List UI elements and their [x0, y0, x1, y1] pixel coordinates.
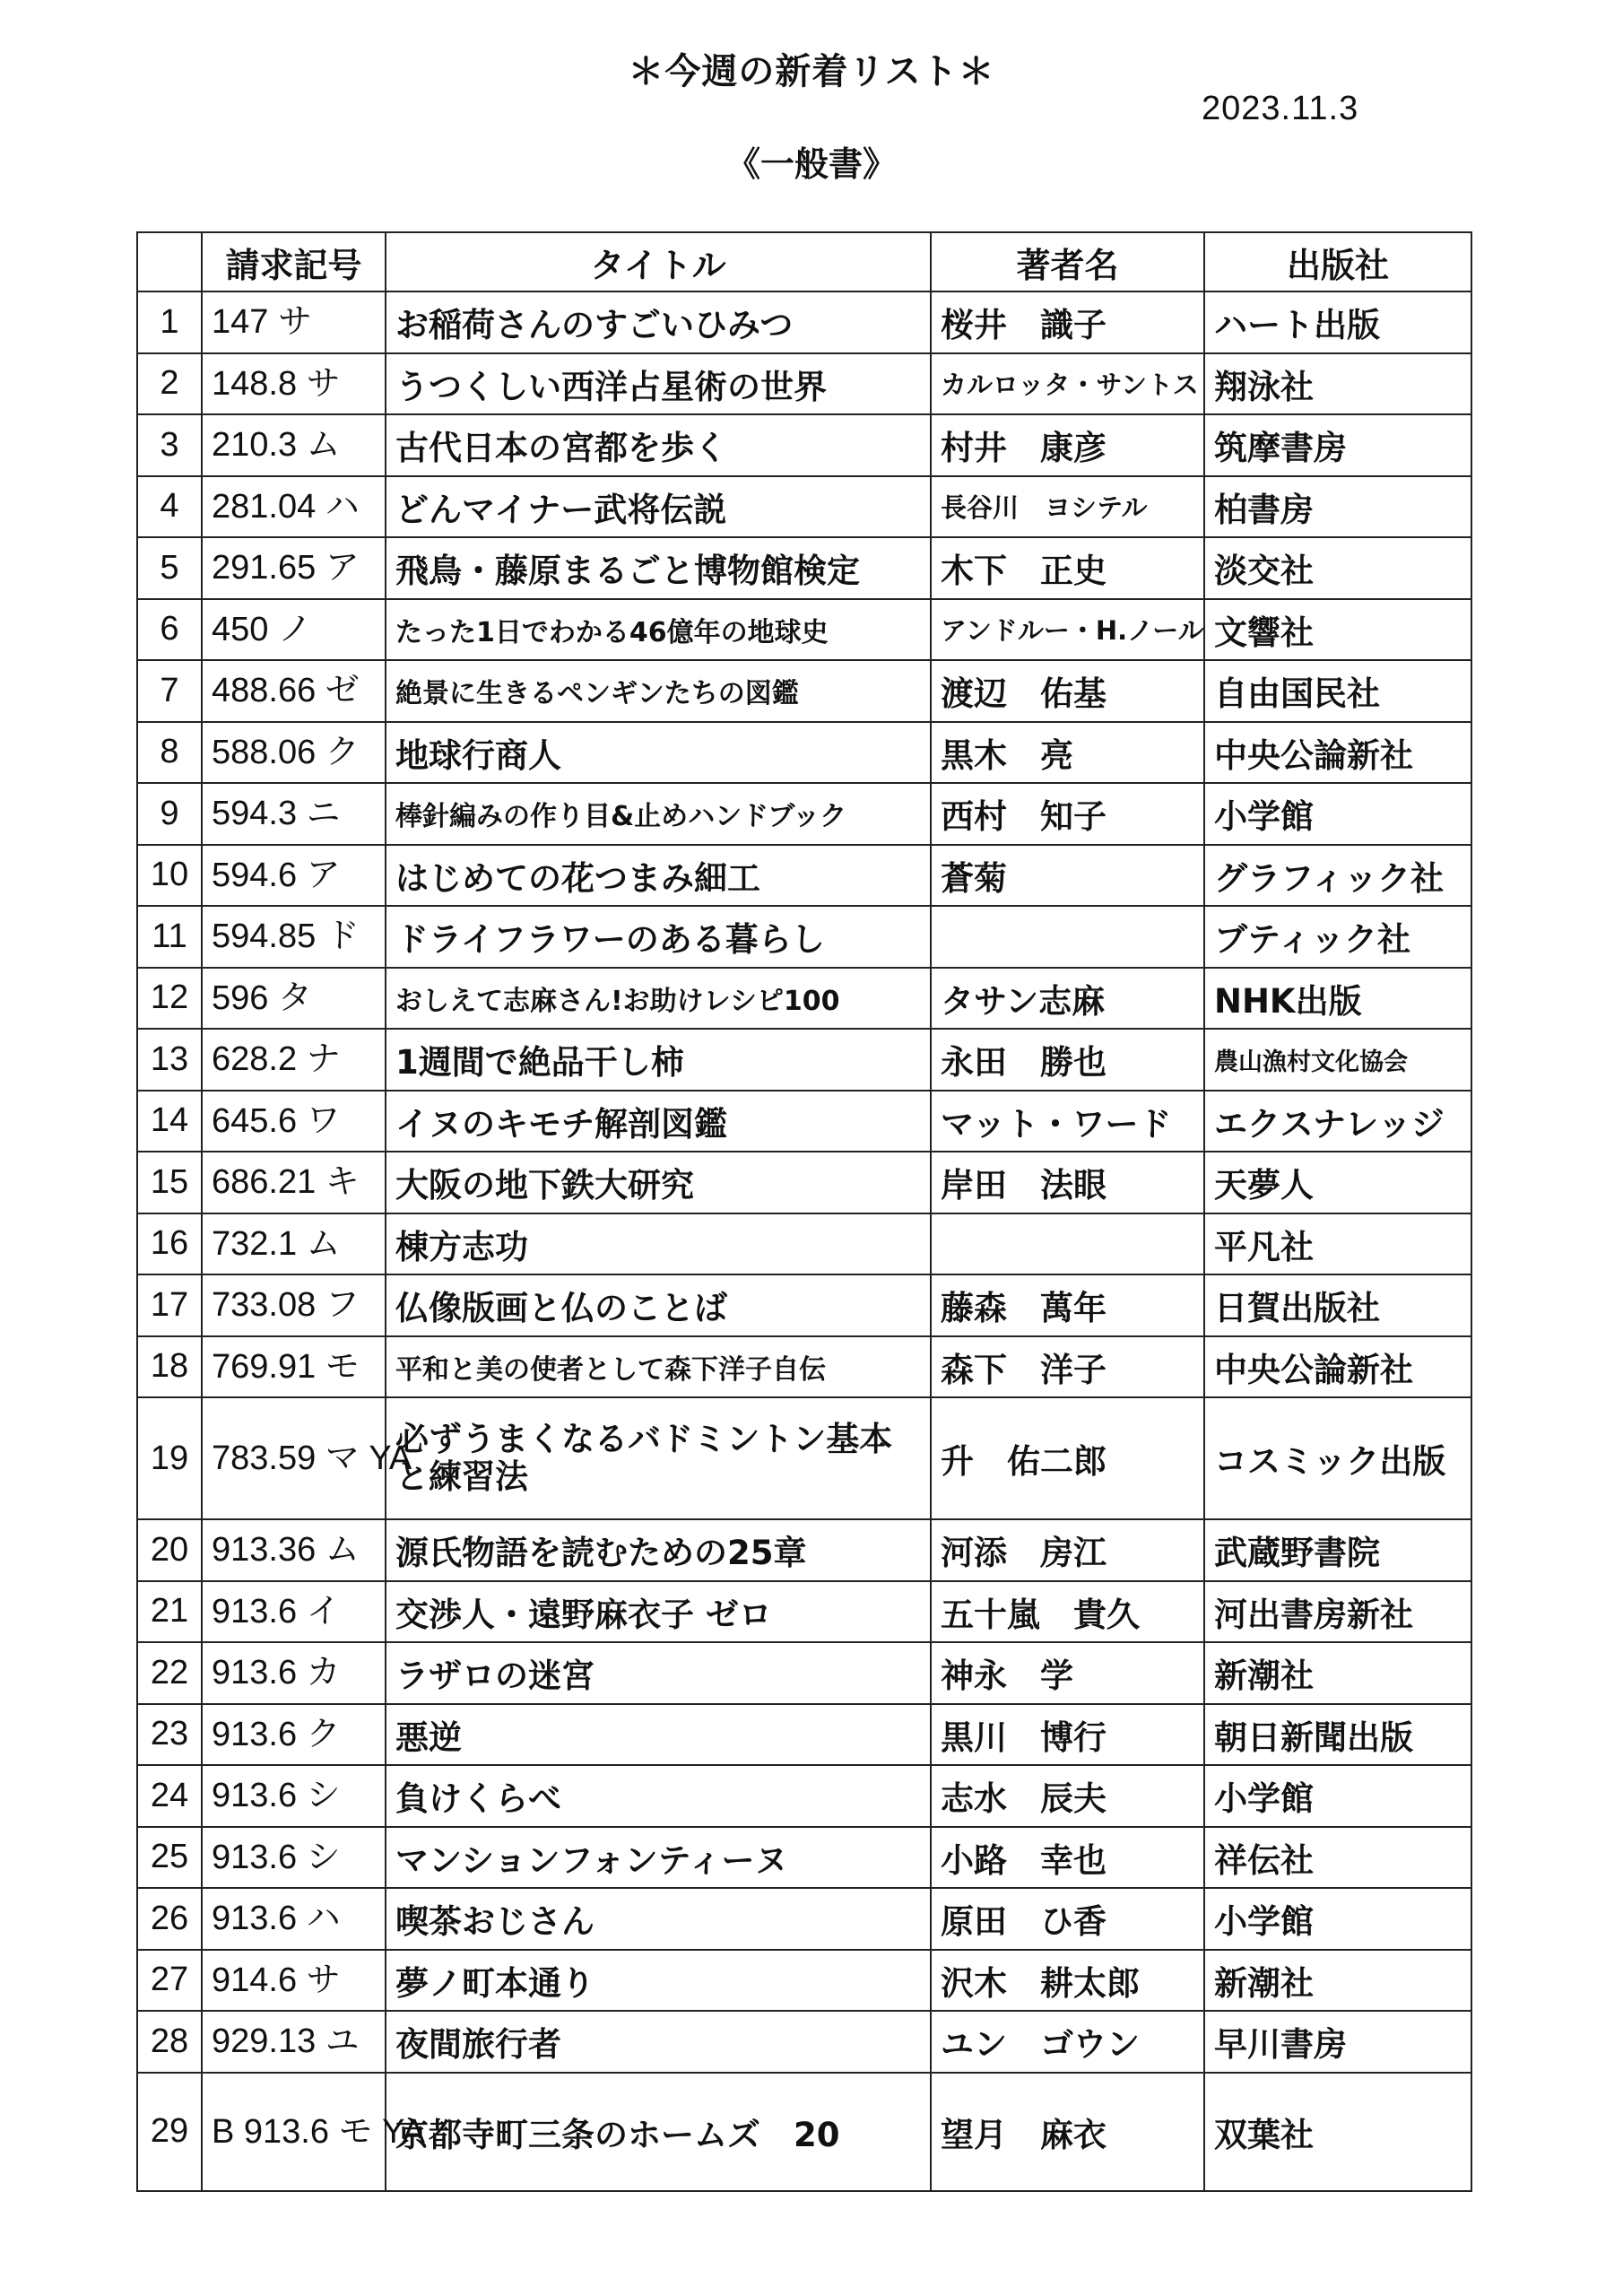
call-number: 783.59 マ YA	[202, 1397, 386, 1519]
book-publisher: 日賀出版社	[1204, 1274, 1471, 1336]
table-row	[137, 1397, 1471, 1519]
column-header-publisher: 出版社	[1204, 232, 1471, 291]
table-row	[137, 1888, 1471, 1950]
book-title: 仏像版画と仏のことば	[386, 1274, 931, 1336]
row-number: 11	[137, 906, 202, 968]
book-author	[931, 906, 1204, 968]
table-row	[137, 1704, 1471, 1766]
column-header-call-number: 請求記号	[202, 232, 386, 291]
call-number: B 913.6 モ YA	[202, 2073, 386, 2191]
table-row	[137, 1519, 1471, 1581]
book-author: 神永 学	[931, 1642, 1204, 1704]
call-number: 769.91 モ	[202, 1336, 386, 1398]
call-number: 913.6 シ	[202, 1765, 386, 1827]
table-row	[137, 2073, 1471, 2191]
call-number: 210.3 ム	[202, 414, 386, 476]
call-number: 645.6 ワ	[202, 1091, 386, 1152]
book-publisher: 新潮社	[1204, 1642, 1471, 1704]
book-title: 夜間旅行者	[386, 2011, 931, 2073]
book-title: 大阪の地下鉄大研究	[386, 1152, 931, 1213]
call-number: 596 タ	[202, 968, 386, 1030]
book-publisher: 自由国民社	[1204, 660, 1471, 722]
call-number: 147 サ	[202, 291, 386, 353]
book-author: 長谷川 ヨシテル	[931, 476, 1204, 538]
table-row	[137, 1029, 1471, 1091]
table-row	[137, 845, 1471, 907]
book-title: ドライフラワーのある暮らし	[386, 906, 931, 968]
row-number: 21	[137, 1581, 202, 1643]
row-number: 23	[137, 1704, 202, 1766]
table-row	[137, 1642, 1471, 1704]
book-title: 交渉人・遠野麻衣子 ゼロ	[386, 1581, 931, 1643]
book-title: うつくしい西洋占星術の世界	[386, 353, 931, 415]
book-publisher: 翔泳社	[1204, 353, 1471, 415]
book-author: 木下 正史	[931, 537, 1204, 599]
call-number: 913.6 イ	[202, 1581, 386, 1643]
new-books-table	[136, 231, 1472, 2192]
row-number: 22	[137, 1642, 202, 1704]
category-heading: 《一般書》	[725, 144, 897, 184]
row-number: 7	[137, 660, 202, 722]
book-title: 棟方志功	[386, 1213, 931, 1275]
row-number: 26	[137, 1888, 202, 1950]
book-author: 河添 房江	[931, 1519, 1204, 1581]
book-title: 棒針編みの作り目&止めハンドブック	[386, 783, 931, 845]
book-publisher: 淡交社	[1204, 537, 1471, 599]
column-header-title: タイトル	[386, 232, 931, 291]
row-number: 9	[137, 783, 202, 845]
book-publisher: 武蔵野書院	[1204, 1519, 1471, 1581]
book-title: 飛鳥・藤原まるごと博物館検定	[386, 537, 931, 599]
table-row	[137, 476, 1471, 538]
book-publisher: 河出書房新社	[1204, 1581, 1471, 1643]
book-publisher: 筑摩書房	[1204, 414, 1471, 476]
table-row	[137, 599, 1471, 661]
book-author: 桜井 識子	[931, 291, 1204, 353]
book-publisher: コスミック出版	[1204, 1397, 1471, 1519]
call-number: 913.36 ム	[202, 1519, 386, 1581]
book-publisher: 双葉社	[1204, 2073, 1471, 2191]
book-author: 西村 知子	[931, 783, 1204, 845]
book-publisher: エクスナレッジ	[1204, 1091, 1471, 1152]
book-title: 京都寺町三条のホームズ 20	[386, 2073, 931, 2191]
book-title: 絶景に生きるペンギンたちの図鑑	[386, 660, 931, 722]
row-number: 17	[137, 1274, 202, 1336]
book-publisher: 中央公論新社	[1204, 1336, 1471, 1398]
book-publisher: 小学館	[1204, 783, 1471, 845]
call-number: 594.3 ニ	[202, 783, 386, 845]
book-author: 黒木 亮	[931, 722, 1204, 784]
call-number: 913.6 カ	[202, 1642, 386, 1704]
book-title: ラザロの迷宮	[386, 1642, 931, 1704]
book-title: 悪逆	[386, 1704, 931, 1766]
call-number: 450 ノ	[202, 599, 386, 661]
book-publisher: 小学館	[1204, 1765, 1471, 1827]
table-header-row	[137, 232, 1471, 291]
row-number: 13	[137, 1029, 202, 1091]
book-title: 1週間で絶品干し柿	[386, 1029, 931, 1091]
table-row	[137, 353, 1471, 415]
table-row	[137, 2011, 1471, 2073]
table-row	[137, 1765, 1471, 1827]
book-title: どんマイナー武将伝説	[386, 476, 931, 538]
book-author: ユン ゴウン	[931, 2011, 1204, 2073]
call-number: 733.08 フ	[202, 1274, 386, 1336]
book-title: おしえて志麻さん!お助けレシピ100	[386, 968, 931, 1030]
call-number: 281.04 ハ	[202, 476, 386, 538]
column-header-author: 著者名	[931, 232, 1204, 291]
book-publisher: グラフィック社	[1204, 845, 1471, 907]
row-number: 16	[137, 1213, 202, 1275]
book-publisher: 文響社	[1204, 599, 1471, 661]
list-date: 2023.11.3	[1202, 90, 1359, 127]
table-row	[137, 291, 1471, 353]
book-author: 岸田 法眼	[931, 1152, 1204, 1213]
row-number: 27	[137, 1950, 202, 2012]
call-number: 913.6 ク	[202, 1704, 386, 1766]
call-number: 594.6 ア	[202, 845, 386, 907]
book-title: 夢ノ町本通り	[386, 1950, 931, 2012]
book-publisher: ブティック社	[1204, 906, 1471, 968]
book-publisher: ハート出版	[1204, 291, 1471, 353]
book-author: 渡辺 佑基	[931, 660, 1204, 722]
book-title: 地球行商人	[386, 722, 931, 784]
book-author: 小路 幸也	[931, 1827, 1204, 1889]
book-publisher: 早川書房	[1204, 2011, 1471, 2073]
table-row	[137, 783, 1471, 845]
row-number: 15	[137, 1152, 202, 1213]
book-author: 沢木 耕太郎	[931, 1950, 1204, 2012]
table-row	[137, 968, 1471, 1030]
row-number: 18	[137, 1336, 202, 1398]
book-publisher: NHK出版	[1204, 968, 1471, 1030]
call-number: 732.1 ム	[202, 1213, 386, 1275]
table-row	[137, 722, 1471, 784]
row-number: 28	[137, 2011, 202, 2073]
row-number: 5	[137, 537, 202, 599]
book-title: マンションフォンティーヌ	[386, 1827, 931, 1889]
row-number: 10	[137, 845, 202, 907]
book-title: イヌのキモチ解剖図鑑	[386, 1091, 931, 1152]
call-number: 929.13 ユ	[202, 2011, 386, 2073]
table-row	[137, 414, 1471, 476]
book-publisher: 農山漁村文化協会	[1204, 1029, 1471, 1091]
book-author: タサン志麻	[931, 968, 1204, 1030]
book-author: カルロッタ・サントス	[931, 353, 1204, 415]
book-author: アンドルー・H.ノール	[931, 599, 1204, 661]
book-title: はじめての花つまみ細工	[386, 845, 931, 907]
book-publisher: 平凡社	[1204, 1213, 1471, 1275]
book-publisher: 祥伝社	[1204, 1827, 1471, 1889]
book-title: 喫茶おじさん	[386, 1888, 931, 1950]
book-title: お稲荷さんのすごいひみつ	[386, 291, 931, 353]
row-number: 2	[137, 353, 202, 415]
row-number: 24	[137, 1765, 202, 1827]
book-title: 平和と美の使者として森下洋子自伝	[386, 1336, 931, 1398]
row-number: 6	[137, 599, 202, 661]
call-number: 913.6 シ	[202, 1827, 386, 1889]
row-number: 8	[137, 722, 202, 784]
book-author: 永田 勝也	[931, 1029, 1204, 1091]
call-number: 594.85 ド	[202, 906, 386, 968]
book-title: 古代日本の宮都を歩く	[386, 414, 931, 476]
book-author	[931, 1213, 1204, 1275]
book-author: 藤森 萬年	[931, 1274, 1204, 1336]
table-row	[137, 1152, 1471, 1213]
book-author: 森下 洋子	[931, 1336, 1204, 1398]
table-row	[137, 1274, 1471, 1336]
call-number: 686.21 キ	[202, 1152, 386, 1213]
column-header-number	[137, 232, 202, 291]
book-author: 村井 康彦	[931, 414, 1204, 476]
call-number: 488.66 ゼ	[202, 660, 386, 722]
book-title: 負けくらべ	[386, 1765, 931, 1827]
row-number: 14	[137, 1091, 202, 1152]
row-number: 20	[137, 1519, 202, 1581]
book-author: 黒川 博行	[931, 1704, 1204, 1766]
call-number: 628.2 ナ	[202, 1029, 386, 1091]
table-row	[137, 660, 1471, 722]
table-row	[137, 1581, 1471, 1643]
book-author: 蒼菊	[931, 845, 1204, 907]
call-number: 913.6 ハ	[202, 1888, 386, 1950]
table-row	[137, 906, 1471, 968]
table-row	[137, 537, 1471, 599]
book-title: たった1日でわかる46億年の地球史	[386, 599, 931, 661]
book-author: 原田 ひ香	[931, 1888, 1204, 1950]
row-number: 25	[137, 1827, 202, 1889]
row-number: 29	[137, 2073, 202, 2191]
table-row	[137, 1950, 1471, 2012]
book-title: 源氏物語を読むための25章	[386, 1519, 931, 1581]
book-author: 升 佑二郎	[931, 1397, 1204, 1519]
book-author: 望月 麻衣	[931, 2073, 1204, 2191]
book-publisher: 小学館	[1204, 1888, 1471, 1950]
table-row	[137, 1827, 1471, 1889]
call-number: 291.65 ア	[202, 537, 386, 599]
book-publisher: 朝日新聞出版	[1204, 1704, 1471, 1766]
row-number: 3	[137, 414, 202, 476]
row-number: 1	[137, 291, 202, 353]
book-author: 五十嵐 貴久	[931, 1581, 1204, 1643]
book-publisher: 天夢人	[1204, 1152, 1471, 1213]
row-number: 12	[137, 968, 202, 1030]
book-author: 志水 辰夫	[931, 1765, 1204, 1827]
book-title: 必ずうまくなるバドミントン基本と練習法	[386, 1397, 931, 1519]
table-row	[137, 1091, 1471, 1152]
table-row	[137, 1213, 1471, 1275]
call-number: 588.06 ク	[202, 722, 386, 784]
book-author: マット・ワード	[931, 1091, 1204, 1152]
row-number: 19	[137, 1397, 202, 1519]
call-number: 914.6 サ	[202, 1950, 386, 2012]
row-number: 4	[137, 476, 202, 538]
book-publisher: 新潮社	[1204, 1950, 1471, 2012]
book-publisher: 柏書房	[1204, 476, 1471, 538]
table-row	[137, 1336, 1471, 1398]
book-publisher: 中央公論新社	[1204, 722, 1471, 784]
call-number: 148.8 サ	[202, 353, 386, 415]
page-title: ＊今週の新着リスト＊	[628, 51, 995, 92]
